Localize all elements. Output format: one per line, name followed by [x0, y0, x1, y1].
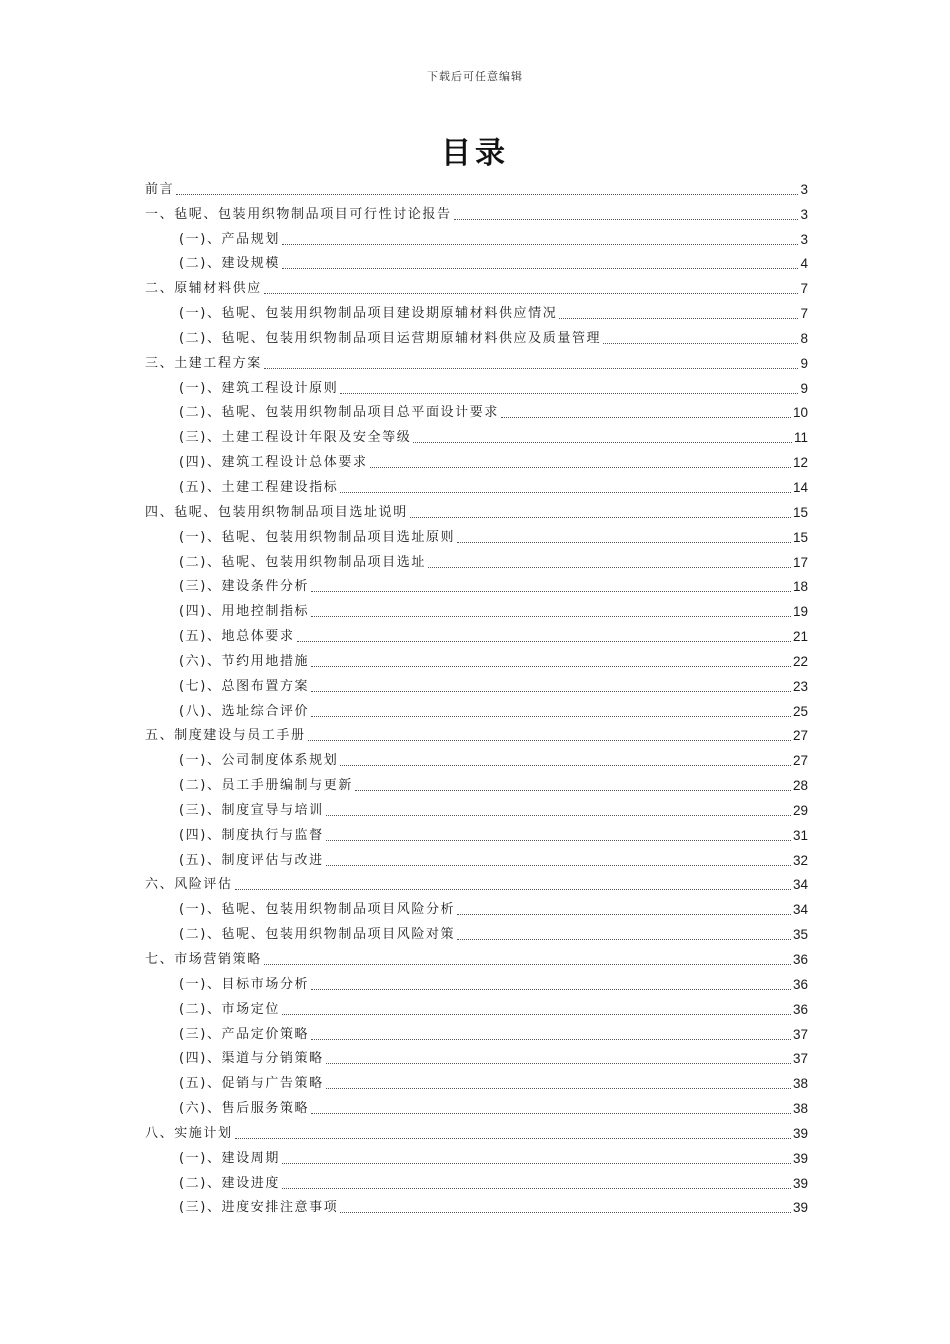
toc-dot-leader — [176, 194, 798, 195]
toc-dot-leader — [410, 517, 791, 518]
toc-page-number: 37 — [792, 1026, 808, 1042]
toc-page-number: 12 — [792, 455, 808, 471]
toc-section-entry[interactable] — [145, 648, 808, 673]
toc-page-number: 10 — [792, 405, 808, 421]
toc-section-entry[interactable] — [145, 847, 808, 872]
toc-entry-text: (一)、产品规划 — [179, 231, 280, 247]
toc-entry-text: (五)、制度评估与改进 — [179, 852, 324, 868]
toc-page-number: 18 — [792, 579, 808, 595]
toc-dot-leader — [457, 939, 791, 940]
toc-entry-text: (二)、毡呢、包装用织物制品项目风险对策 — [179, 927, 456, 943]
toc-entry-text: (二)、员工手册编制与更新 — [179, 778, 353, 794]
toc-dot-leader — [297, 641, 791, 642]
toc-chapter-entry[interactable] — [145, 723, 808, 748]
toc-dot-leader — [326, 865, 791, 866]
toc-dot-leader — [559, 318, 798, 319]
toc-dot-leader — [454, 219, 799, 220]
toc-dot-leader — [326, 815, 791, 816]
toc-section-entry[interactable] — [145, 1195, 808, 1220]
toc-dot-leader — [264, 293, 799, 294]
toc-dot-leader — [282, 268, 799, 269]
toc-dot-leader — [264, 964, 791, 965]
toc-dot-leader — [311, 591, 791, 592]
toc-dot-leader — [340, 1212, 791, 1213]
toc-page-number: 39 — [792, 1150, 808, 1166]
toc-page-number: 4 — [800, 256, 808, 272]
toc-dot-leader — [311, 616, 791, 617]
toc-page-number: 35 — [792, 927, 808, 943]
toc-section-entry[interactable] — [145, 474, 808, 499]
toc-dot-leader — [282, 1163, 791, 1164]
toc-dot-leader — [311, 1113, 791, 1114]
toc-page-number: 15 — [792, 529, 808, 545]
toc-entry-text: (一)、建筑工程设计原则 — [179, 380, 339, 396]
toc-list — [145, 176, 808, 1219]
toc-page-number: 9 — [800, 355, 808, 371]
toc-page-number: 11 — [793, 430, 808, 446]
toc-entry-text: (五)、促销与广告策略 — [179, 1076, 324, 1092]
toc-section-entry[interactable] — [145, 598, 808, 623]
toc-entry-text: (一)、毡呢、包装用织物制品项目选址原则 — [179, 529, 456, 545]
toc-dot-leader — [282, 244, 799, 245]
toc-page-number: 38 — [792, 1076, 808, 1092]
toc-page-number: 23 — [792, 678, 808, 694]
toc-page-number: 38 — [792, 1101, 808, 1117]
toc-section-entry[interactable] — [145, 822, 808, 847]
toc-entry-text: 八、实施计划 — [145, 1125, 233, 1141]
toc-entry-text: 七、市场营销策略 — [145, 952, 262, 967]
toc-page-number: 27 — [792, 728, 808, 744]
toc-page-number: 17 — [792, 554, 808, 570]
toc-entry-text: (三)、土建工程设计年限及安全等级 — [179, 430, 412, 446]
toc-dot-leader — [326, 1088, 791, 1089]
toc-page-number: 21 — [792, 629, 808, 645]
toc-entry-text: (三)、产品定价策略 — [179, 1026, 310, 1042]
toc-entry-text: (二)、毡呢、包装用织物制品项目选址 — [179, 554, 426, 570]
toc-page-number: 9 — [800, 380, 808, 396]
toc-chapter-entry[interactable] — [145, 499, 808, 524]
toc-entry-text: (一)、建设周期 — [179, 1150, 280, 1166]
toc-entry-text: 前言 — [145, 181, 175, 197]
toc-page-number: 28 — [792, 778, 808, 794]
toc-section-entry[interactable] — [145, 1046, 808, 1071]
toc-dot-leader — [457, 914, 791, 915]
toc-page-number: 36 — [792, 976, 808, 992]
toc-dot-leader — [235, 1138, 791, 1139]
toc-page-number: 31 — [792, 827, 808, 843]
toc-entry-text: (七)、总图布置方案 — [179, 678, 310, 694]
toc-dot-leader — [355, 790, 791, 791]
toc-page-number: 36 — [792, 952, 808, 967]
toc-entry-text: 六、风险评估 — [145, 877, 233, 893]
toc-entry-text: 二、原辅材料供应 — [145, 281, 262, 297]
toc-page-number: 7 — [800, 306, 808, 322]
toc-dot-leader — [326, 1063, 791, 1064]
header-note: 下载后可任意编辑 — [427, 70, 523, 83]
toc-section-entry[interactable] — [145, 971, 808, 996]
toc-page-number: 7 — [800, 281, 808, 297]
toc-section-entry[interactable] — [145, 524, 808, 549]
toc-entry-text: (二)、市场定位 — [179, 1001, 280, 1017]
toc-dot-leader — [340, 492, 791, 493]
toc-chapter-entry[interactable] — [145, 350, 808, 375]
toc-section-entry[interactable] — [145, 424, 808, 449]
toc-entry-text: (一)、毡呢、包装用织物制品项目建设期原辅材料供应情况 — [179, 306, 558, 322]
toc-dot-leader — [311, 691, 791, 692]
toc-section-entry[interactable] — [145, 251, 808, 276]
toc-entry-text: (二)、建设进度 — [179, 1175, 280, 1191]
toc-page-number: 19 — [792, 604, 808, 620]
toc-section-entry[interactable] — [145, 449, 808, 474]
toc-page-number: 3 — [800, 181, 808, 197]
toc-page-number: 22 — [792, 653, 808, 669]
toc-dot-leader — [308, 740, 791, 741]
toc-section-entry[interactable] — [145, 673, 808, 698]
toc-dot-leader — [311, 716, 791, 717]
toc-chapter-entry[interactable] — [145, 176, 808, 201]
toc-dot-leader — [311, 989, 791, 990]
toc-dot-leader — [264, 368, 799, 369]
toc-entry-text: (一)、目标市场分析 — [179, 976, 310, 992]
toc-page-number: 14 — [792, 479, 808, 495]
toc-page-number: 39 — [792, 1175, 808, 1191]
toc-entry-text: (六)、售后服务策略 — [179, 1101, 310, 1117]
toc-entry-text: (一)、公司制度体系规划 — [179, 753, 339, 769]
toc-page-number: 39 — [792, 1200, 808, 1216]
toc-page-number: 37 — [792, 1051, 808, 1067]
toc-entry-text: (二)、建设规模 — [179, 256, 280, 272]
toc-dot-leader — [428, 567, 791, 568]
toc-dot-leader — [370, 467, 791, 468]
toc-page-number: 34 — [792, 877, 808, 893]
toc-section-entry[interactable] — [145, 1070, 808, 1095]
toc-dot-leader — [501, 417, 791, 418]
toc-section-entry[interactable] — [145, 896, 808, 921]
toc-entry-text: (二)、毡呢、包装用织物制品项目总平面设计要求 — [179, 405, 499, 421]
toc-page-number: 32 — [792, 852, 808, 868]
toc-section-entry[interactable] — [145, 747, 808, 772]
toc-section-entry[interactable] — [145, 375, 808, 400]
toc-dot-leader — [282, 1014, 791, 1015]
toc-chapter-entry[interactable] — [145, 201, 808, 226]
toc-section-entry[interactable] — [145, 772, 808, 797]
toc-entry-text: (四)、制度执行与监督 — [179, 827, 324, 843]
toc-section-entry[interactable] — [145, 549, 808, 574]
toc-dot-leader — [235, 889, 791, 890]
toc-entry-text: 五、制度建设与员工手册 — [145, 728, 306, 744]
toc-dot-leader — [457, 542, 791, 543]
toc-entry-text: (二)、毡呢、包装用织物制品项目运营期原辅材料供应及质量管理 — [179, 330, 602, 346]
toc-entry-text: (四)、建筑工程设计总体要求 — [179, 455, 368, 471]
toc-chapter-entry[interactable] — [145, 946, 808, 971]
toc-chapter-entry[interactable] — [145, 872, 808, 897]
toc-entry-text: 一、毡呢、包装用织物制品项目可行性讨论报告 — [145, 206, 452, 222]
toc-entry-text: (六)、节约用地措施 — [179, 653, 310, 669]
toc-page-number: 25 — [792, 703, 808, 719]
toc-entry-text: (四)、用地控制指标 — [179, 604, 310, 620]
toc-section-entry[interactable] — [145, 226, 808, 251]
toc-section-entry[interactable] — [145, 623, 808, 648]
toc-section-entry[interactable] — [145, 996, 808, 1021]
toc-page-number: 27 — [792, 753, 808, 769]
toc-section-entry[interactable] — [145, 1145, 808, 1170]
toc-page-number: 39 — [792, 1125, 808, 1141]
toc-section-entry[interactable] — [145, 400, 808, 425]
toc-page-number: 3 — [800, 206, 808, 222]
toc-entry-text: (八)、选址综合评价 — [179, 703, 310, 719]
toc-page-number: 3 — [800, 231, 808, 247]
toc-page-number: 34 — [792, 902, 808, 918]
toc-dot-leader — [282, 1188, 791, 1189]
toc-section-entry[interactable] — [145, 1021, 808, 1046]
toc-section-entry[interactable] — [145, 325, 808, 350]
toc-chapter-entry[interactable] — [145, 1120, 808, 1145]
toc-page-number: 36 — [792, 1001, 808, 1017]
toc-section-entry[interactable] — [145, 921, 808, 946]
toc-entry-text: (三)、进度安排注意事项 — [179, 1200, 339, 1216]
toc-dot-leader — [311, 666, 791, 667]
toc-section-entry[interactable] — [145, 1095, 808, 1120]
toc-page-number: 8 — [800, 330, 808, 346]
toc-entry-text: (五)、地总体要求 — [179, 629, 295, 645]
toc-section-entry[interactable] — [145, 300, 808, 325]
toc-dot-leader — [326, 840, 791, 841]
toc-entry-text: 三、土建工程方案 — [145, 355, 262, 371]
toc-section-entry[interactable] — [145, 797, 808, 822]
toc-dot-leader — [603, 343, 798, 344]
toc-page-number: 15 — [792, 504, 808, 520]
toc-dot-leader — [340, 765, 791, 766]
toc-entry-text: 四、毡呢、包装用织物制品项目选址说明 — [145, 504, 408, 520]
toc-entry-text: (一)、毡呢、包装用织物制品项目风险分析 — [179, 902, 456, 918]
toc-section-entry[interactable] — [145, 574, 808, 599]
toc-chapter-entry[interactable] — [145, 275, 808, 300]
toc-dot-leader — [413, 442, 792, 443]
toc-entry-text: (四)、渠道与分销策略 — [179, 1051, 324, 1067]
toc-dot-leader — [340, 393, 798, 394]
toc-entry-text: (三)、制度宣导与培训 — [179, 802, 324, 818]
toc-page-number: 29 — [792, 802, 808, 818]
toc-section-entry[interactable] — [145, 1170, 808, 1195]
toc-title: 目录 — [441, 136, 509, 171]
toc-dot-leader — [311, 1039, 791, 1040]
toc-section-entry[interactable] — [145, 698, 808, 723]
toc-entry-text: (五)、土建工程建设指标 — [179, 479, 339, 495]
toc-entry-text: (三)、建设条件分析 — [179, 579, 310, 595]
